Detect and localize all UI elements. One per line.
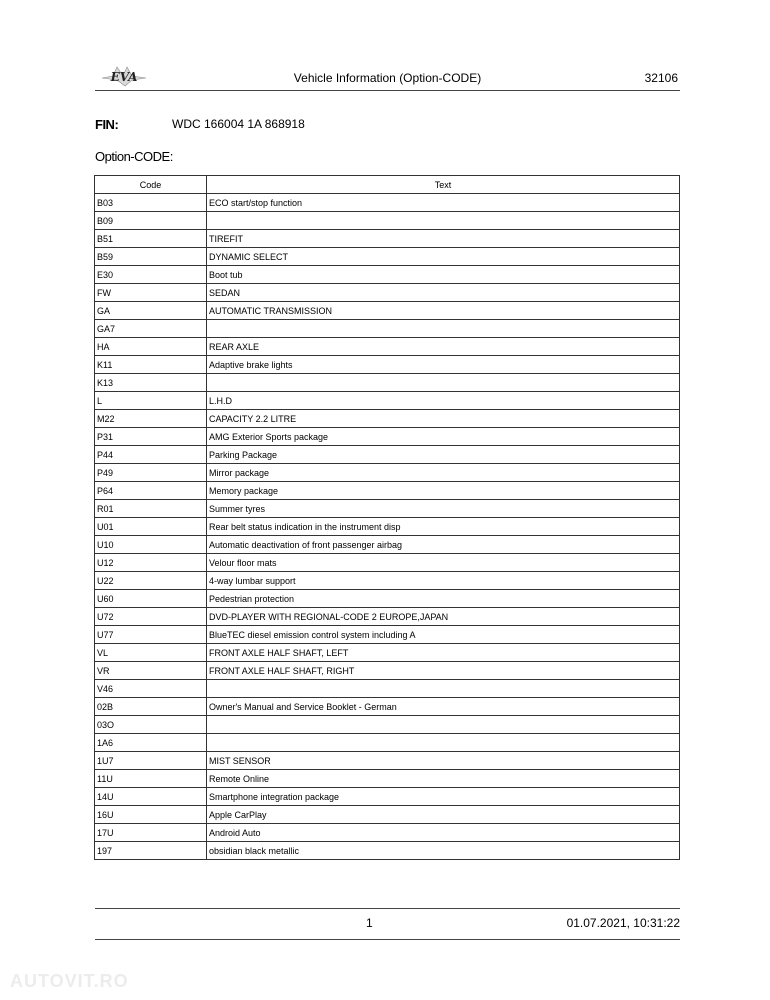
option-code-cell: 14U xyxy=(95,788,207,806)
table-row xyxy=(95,302,680,320)
table-body xyxy=(95,194,680,860)
table-row xyxy=(95,608,680,626)
option-code-cell: FW xyxy=(95,284,207,302)
option-code-cell: 16U xyxy=(95,806,207,824)
table-row xyxy=(95,518,680,536)
print-timestamp: 01.07.2021, 10:31:22 xyxy=(566,916,680,930)
table-row xyxy=(95,500,680,518)
option-text-cell: Smartphone integration package xyxy=(206,788,679,806)
option-text-cell: Parking Package xyxy=(206,446,679,464)
option-text-cell: Apple CarPlay xyxy=(206,806,679,824)
table-row xyxy=(95,428,680,446)
option-code-cell: R01 xyxy=(95,500,207,518)
table-row xyxy=(95,572,680,590)
option-text-cell: 4-way lumbar support xyxy=(206,572,679,590)
table-row xyxy=(95,482,680,500)
table-row xyxy=(95,392,680,410)
option-code-cell: K11 xyxy=(95,356,207,374)
option-text-cell: DYNAMIC SELECT xyxy=(206,248,679,266)
option-text-cell: Adaptive brake lights xyxy=(206,356,679,374)
logo-text: EVA xyxy=(110,70,138,84)
option-code-cell: B59 xyxy=(95,248,207,266)
table-row xyxy=(95,356,680,374)
option-code-cell: B09 xyxy=(95,212,207,230)
table-row xyxy=(95,230,680,248)
option-code-cell: VL xyxy=(95,644,207,662)
option-text-cell xyxy=(206,212,679,230)
option-text-cell: REAR AXLE xyxy=(206,338,679,356)
option-code-cell: 02B xyxy=(95,698,207,716)
option-code-cell: 1A6 xyxy=(95,734,207,752)
header-divider xyxy=(95,90,680,91)
option-text-cell: DVD-PLAYER WITH REGIONAL-CODE 2 EUROPE,JAPAN xyxy=(206,608,679,626)
table-row xyxy=(95,842,680,860)
option-text-cell xyxy=(206,320,679,338)
option-text-cell: FRONT AXLE HALF SHAFT, RIGHT xyxy=(206,662,679,680)
option-text-cell: Automatic deactivation of front passenger airbag xyxy=(206,536,679,554)
option-text-cell: Remote Online xyxy=(206,770,679,788)
table-row xyxy=(95,590,680,608)
option-text-cell xyxy=(206,716,679,734)
column-header-text: Text xyxy=(206,176,679,194)
option-code-cell: K13 xyxy=(95,374,207,392)
fin-label: FIN: xyxy=(95,117,119,132)
option-code-cell: P64 xyxy=(95,482,207,500)
table-row xyxy=(95,410,680,428)
watermark: AUTOVIT.RO xyxy=(10,971,129,991)
document-title: Vehicle Information (Option-CODE) xyxy=(293,71,482,85)
option-text-cell: Memory package xyxy=(206,482,679,500)
option-code-cell: HA xyxy=(95,338,207,356)
table-row xyxy=(95,644,680,662)
table-row xyxy=(95,284,680,302)
option-text-cell: Velour floor mats xyxy=(206,554,679,572)
table-row xyxy=(95,248,680,266)
footer-divider-bottom xyxy=(95,939,680,940)
option-text-cell: obsidian black metallic xyxy=(206,842,679,860)
table-row xyxy=(95,626,680,644)
option-text-cell xyxy=(206,680,679,698)
option-code-cell: U77 xyxy=(95,626,207,644)
table-row xyxy=(95,788,680,806)
option-code-cell: 1U7 xyxy=(95,752,207,770)
option-code-cell: 17U xyxy=(95,824,207,842)
option-code-cell: 11U xyxy=(95,770,207,788)
option-text-cell: Boot tub xyxy=(206,266,679,284)
option-code-cell: U12 xyxy=(95,554,207,572)
table-row xyxy=(95,824,680,842)
option-code-cell: P44 xyxy=(95,446,207,464)
option-code-cell: L xyxy=(95,392,207,410)
table-row xyxy=(95,734,680,752)
option-text-cell: BlueTEC diesel emission control system including A xyxy=(206,626,679,644)
option-code-cell: U01 xyxy=(95,518,207,536)
option-text-cell: Rear belt status indication in the instrument disp xyxy=(206,518,679,536)
column-header-code: Code xyxy=(95,176,207,194)
footer-divider-top xyxy=(95,908,680,909)
option-text-cell: Android Auto xyxy=(206,824,679,842)
option-code-cell: U72 xyxy=(95,608,207,626)
option-text-cell: ECO start/stop function xyxy=(206,194,679,212)
option-code-cell: M22 xyxy=(95,410,207,428)
table-row xyxy=(95,338,680,356)
document-header xyxy=(95,62,680,90)
option-text-cell: TIREFIT xyxy=(206,230,679,248)
option-code-cell: B51 xyxy=(95,230,207,248)
option-code-heading: Option-CODE: xyxy=(95,149,173,164)
option-code-cell: B03 xyxy=(95,194,207,212)
table-row xyxy=(95,464,680,482)
option-text-cell xyxy=(206,374,679,392)
option-code-cell: U22 xyxy=(95,572,207,590)
option-text-cell: AMG Exterior Sports package xyxy=(206,428,679,446)
table-row xyxy=(95,770,680,788)
table-header-row xyxy=(95,176,680,194)
table-row xyxy=(95,536,680,554)
table-row xyxy=(95,212,680,230)
option-code-cell: GA7 xyxy=(95,320,207,338)
table-row xyxy=(95,680,680,698)
table-row xyxy=(95,806,680,824)
option-code-cell: U60 xyxy=(95,590,207,608)
option-code-cell: VR xyxy=(95,662,207,680)
option-text-cell: SEDAN xyxy=(206,284,679,302)
option-code-cell: E30 xyxy=(95,266,207,284)
document-number: 32106 xyxy=(644,71,678,85)
option-code-cell: P49 xyxy=(95,464,207,482)
page-number: 1 xyxy=(366,916,373,930)
option-text-cell xyxy=(206,734,679,752)
table-row xyxy=(95,194,680,212)
option-code-cell: 03O xyxy=(95,716,207,734)
option-text-cell: Mirror package xyxy=(206,464,679,482)
option-code-cell: GA xyxy=(95,302,207,320)
table-row xyxy=(95,752,680,770)
option-code-cell: 197 xyxy=(95,842,207,860)
table-row xyxy=(95,716,680,734)
fin-value: WDC 166004 1A 868918 xyxy=(172,117,305,131)
option-code-cell: V46 xyxy=(95,680,207,698)
option-text-cell: Pedestrian protection xyxy=(206,590,679,608)
table-row xyxy=(95,374,680,392)
option-text-cell: FRONT AXLE HALF SHAFT, LEFT xyxy=(206,644,679,662)
table-row xyxy=(95,698,680,716)
option-text-cell: CAPACITY 2.2 LITRE xyxy=(206,410,679,428)
option-text-cell: Summer tyres xyxy=(206,500,679,518)
table-row xyxy=(95,266,680,284)
option-text-cell: AUTOMATIC TRANSMISSION xyxy=(206,302,679,320)
table-row xyxy=(95,662,680,680)
option-text-cell: Owner's Manual and Service Booklet - German xyxy=(206,698,679,716)
table-row xyxy=(95,320,680,338)
option-text-cell: L.H.D xyxy=(206,392,679,410)
option-code-cell: P31 xyxy=(95,428,207,446)
option-text-cell: MIST SENSOR xyxy=(206,752,679,770)
option-code-cell: U10 xyxy=(95,536,207,554)
table-row xyxy=(95,554,680,572)
option-code-table xyxy=(94,175,680,860)
table-row xyxy=(95,446,680,464)
